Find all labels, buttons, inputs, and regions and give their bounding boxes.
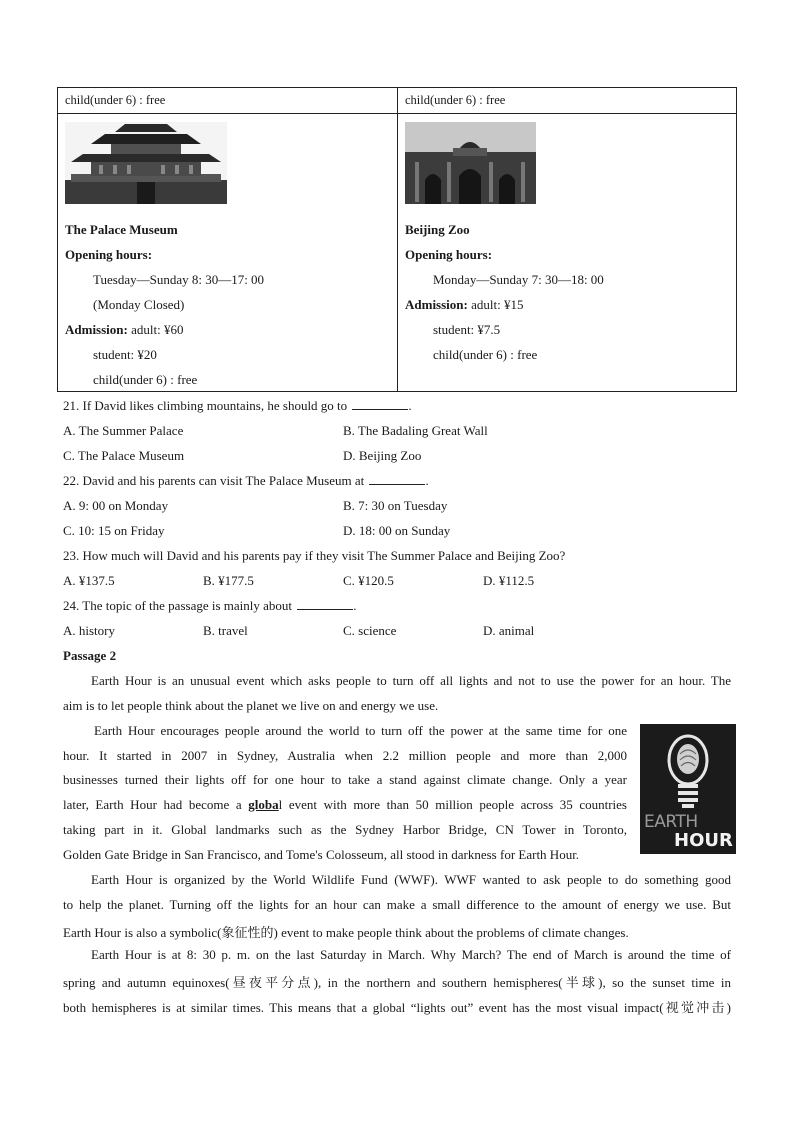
- p2-line4: [63, 797, 627, 813]
- zoo-admission: [405, 297, 523, 313]
- question-24-end: .: [353, 598, 357, 613]
- option-21c: C. The Palace Museum: [63, 448, 185, 463]
- option-24a: A. history: [63, 623, 115, 638]
- question-22: [63, 473, 429, 489]
- option-21d: D. Beijing Zoo: [343, 448, 422, 463]
- palace-hours-label: Opening hours:: [65, 247, 153, 262]
- p4-line1: Earth Hour is at 8: 30 p. m. on the last Saturday in March. Why March? The end of March is around the time of: [91, 947, 731, 962]
- question-21-end: .: [408, 398, 412, 413]
- zoo-admission-label: Admission:: [405, 297, 468, 312]
- top-right-cell: child(under 6) : free: [405, 93, 506, 107]
- question-22-end: .: [425, 473, 429, 488]
- palace-admission-label: Admission:: [65, 322, 128, 337]
- p1-line2: aim is to let people think about the planet we live on and energy we use.: [63, 698, 439, 713]
- zoo-child-price: child(under 6) : free: [433, 347, 538, 362]
- attractions-table: [57, 87, 737, 392]
- palace-child-price: child(under 6) : free: [93, 372, 198, 387]
- p2-line4-start: later, Earth Hour had become a: [63, 797, 249, 812]
- question-21-stem: 21. If David likes climbing mountains, he should go to: [63, 398, 351, 413]
- table-divider-horizontal: [58, 113, 736, 114]
- palace-hours: Tuesday—Sunday 8: 30—17: 00: [93, 272, 265, 287]
- p3-line2: to help the planet. Turning off the lights for an hour can make a small difference to the amount of energy we use. But: [63, 897, 731, 912]
- palace-student-price: student: ¥20: [93, 347, 157, 362]
- passage-title: Passage 2: [63, 648, 117, 663]
- logo-text-earth: EARTH: [644, 812, 698, 832]
- option-23a: A. ¥137.5: [63, 573, 115, 588]
- p4-line3: both hemispheres is at similar times. This means that a global “lights out” event has the most visual impact(视觉冲击): [63, 1000, 731, 1015]
- p3-line1: Earth Hour is organized by the World Wildlife Fund (WWF). WWF wanted to ask people to do something good: [91, 872, 731, 887]
- zoo-student-price: student: ¥7.5: [433, 322, 501, 337]
- palace-adult-price: adult: ¥60: [127, 322, 184, 337]
- option-23d: D. ¥112.5: [483, 573, 535, 588]
- question-23: 23. How much will David and his parents pay if they visit The Summer Palace and Beijing Zoo?: [63, 548, 566, 563]
- option-22d: D. 18: 00 on Sunday: [343, 523, 451, 538]
- answer-blank: [352, 398, 408, 410]
- earth-hour-logo: [640, 724, 736, 854]
- option-21a: A. The Summer Palace: [63, 423, 184, 438]
- p3-line3: Earth Hour is also a symbolic(象征性的) event to make people think about the problems of climate changes.: [63, 925, 629, 940]
- p2-line4-end: l event with more than 50 million people across 35 countries: [278, 797, 627, 812]
- underlined-word-global: globa: [248, 797, 279, 812]
- option-24d: D. animal: [483, 623, 535, 638]
- option-23c: C. ¥120.5: [343, 573, 394, 588]
- option-22a: A. 9: 00 on Monday: [63, 498, 169, 513]
- question-24-stem: 24. The topic of the passage is mainly about: [63, 598, 296, 613]
- p2-line6: Golden Gate Bridge in San Francisco, and Tome's Colosseum, all stood in darkness for Earth Hour.: [63, 847, 580, 862]
- answer-blank: [297, 598, 353, 610]
- logo-text-hour: HOUR: [674, 830, 733, 851]
- zoo-hours-label: Opening hours:: [405, 247, 493, 262]
- option-23b: B. ¥177.5: [203, 573, 254, 588]
- p2-line3: businesses turned their lights off for one hour to take a stand against climate change. Only a year: [63, 772, 627, 787]
- zoo-adult-price: adult: ¥15: [467, 297, 524, 312]
- top-left-cell: child(under 6) : free: [65, 93, 166, 107]
- question-22-stem: 22. David and his parents can visit The Palace Museum at: [63, 473, 368, 488]
- table-divider-vertical: [397, 88, 398, 391]
- option-21b: B. The Badaling Great Wall: [343, 423, 488, 438]
- option-22c: C. 10: 15 on Friday: [63, 523, 165, 538]
- palace-admission: [65, 322, 183, 338]
- p2-line5: taking part in it. Global landmarks such as the Sydney Harbor Bridge, CN Tower in Toronto,: [63, 822, 627, 837]
- option-24b: B. travel: [203, 623, 248, 638]
- zoo-hours: Monday—Sunday 7: 30—18: 00: [433, 272, 604, 287]
- p2-line2: hour. It started in 2007 in Sydney, Australia when 2.2 million people and more than 2,000: [63, 748, 627, 763]
- question-21: [63, 398, 412, 414]
- p1-line1: Earth Hour is an unusual event which asks people to turn off all lights and not to use the power for an hour. The: [91, 673, 731, 688]
- p4-line2: spring and autumn equinoxes(昼夜平分点), in the northern and southern hemispheres(半球), so the sunset time in: [63, 975, 731, 990]
- option-24c: C. science: [343, 623, 397, 638]
- palace-museum-name: The Palace Museum: [65, 222, 178, 237]
- palace-museum-photo: [65, 122, 227, 204]
- palace-closed: (Monday Closed): [93, 297, 185, 312]
- p2-line1: Earth Hour encourages people around the world to turn off the power at the same time for one: [94, 723, 627, 738]
- question-24: [63, 598, 357, 614]
- beijing-zoo-name: Beijing Zoo: [405, 222, 470, 237]
- option-22b: B. 7: 30 on Tuesday: [343, 498, 448, 513]
- answer-blank: [369, 473, 425, 485]
- beijing-zoo-photo: [405, 122, 536, 204]
